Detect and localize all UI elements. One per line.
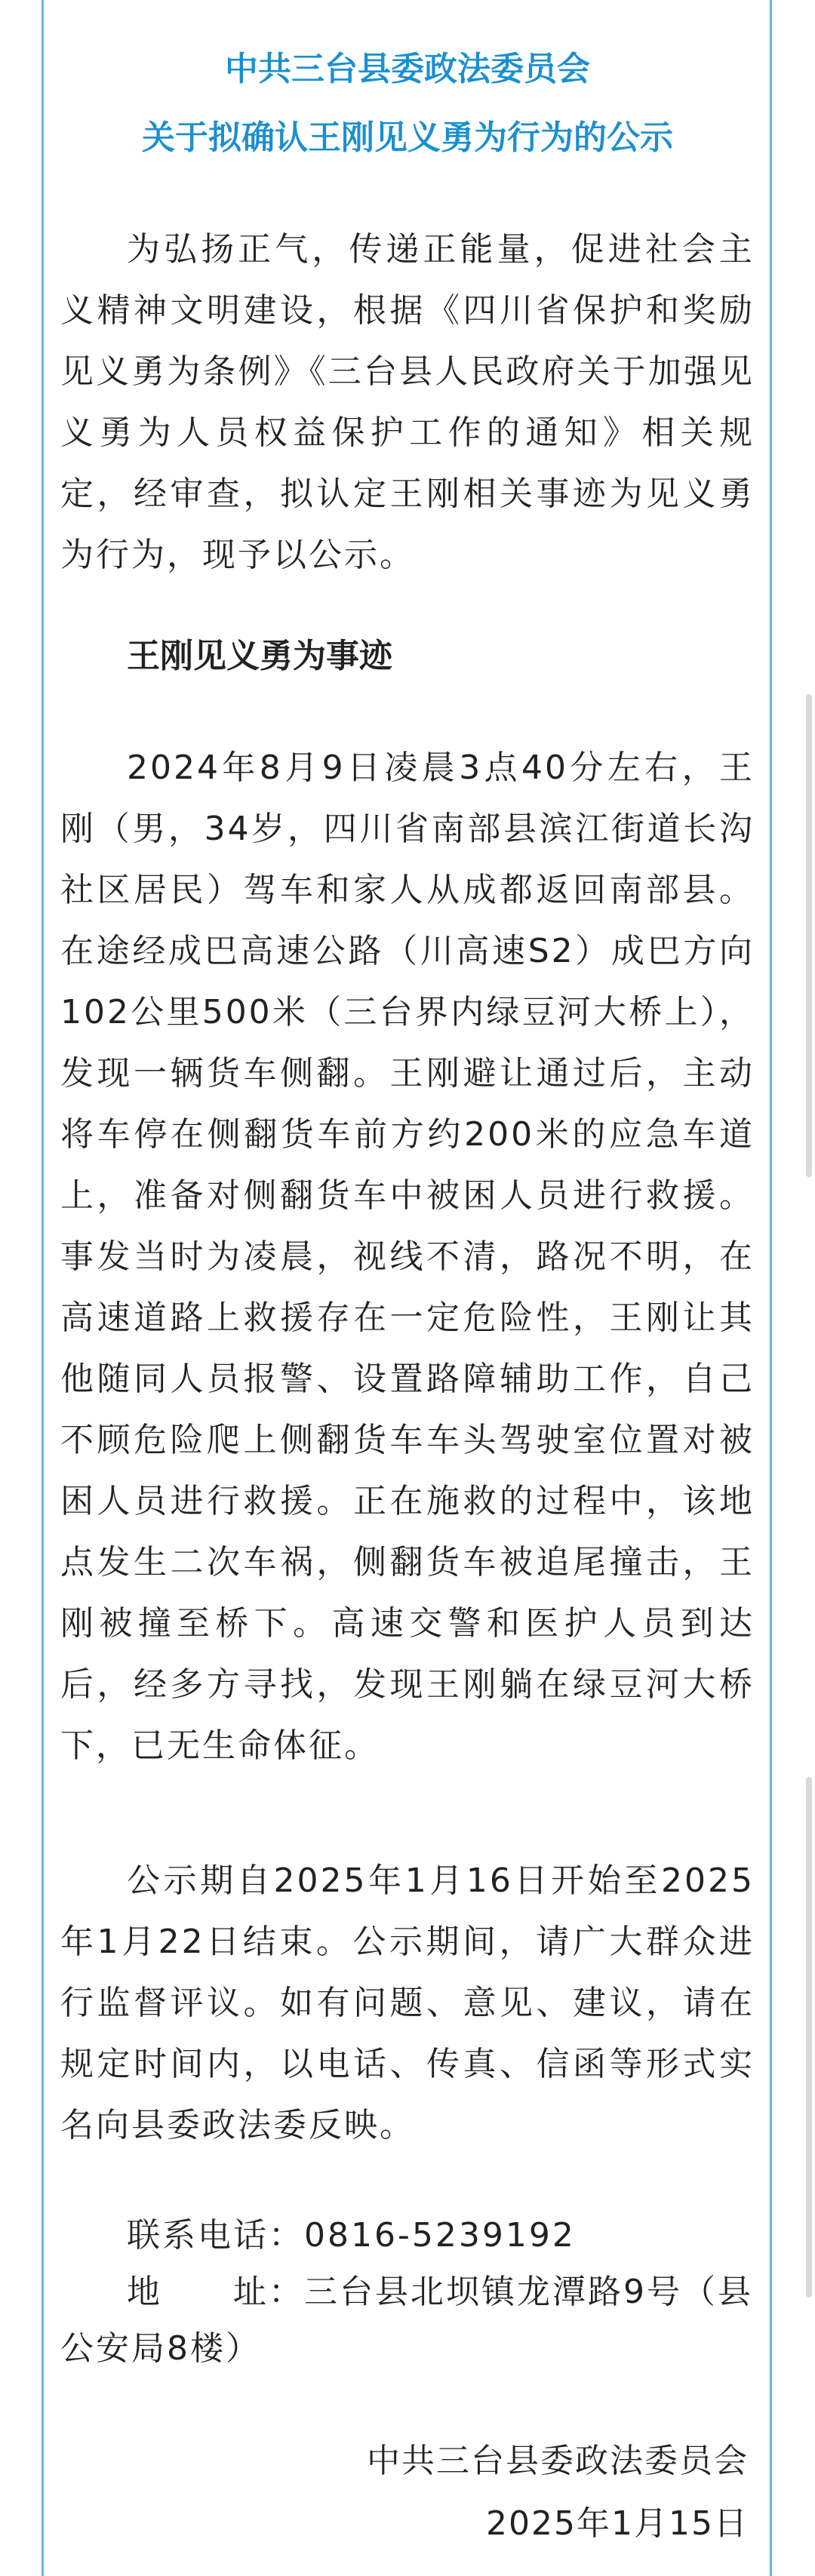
section-title: 王刚见义勇为事迹	[127, 637, 392, 675]
document-title-org: 中共三台县委政法委员会	[225, 50, 590, 88]
left-border-line	[42, 0, 44, 2576]
contact-address: 地 址：三台县北坝镇龙潭路9号（县公安局8楼）	[60, 2273, 753, 2368]
story-section	[60, 737, 755, 1776]
notice-paragraph: 公示期自2025年1月16日开始至2025年1月22日结束。公示期间，请广大群众进行监督评议。如有问题、意见、建议，请在规定时间内，以电话、传真、信函等形式实名向县委政法委反映。	[60, 1861, 755, 2144]
right-border-line	[770, 0, 772, 2576]
notice-section	[60, 1850, 755, 2156]
intro-paragraph: 为弘扬正气，传递正能量，促进社会主义精神文明建设，根据《四川省保护和奖励见义勇为条例》《三台县人民政府关于加强见义勇为人员权益保护工作的通知》相关规定，经审查，拟认定王刚相关事迹为见义勇为行为，现予以公示。	[60, 230, 755, 574]
signature-date: 2025年1月15日	[486, 2504, 749, 2543]
signature-org: 中共三台县委政法委员会	[367, 2442, 749, 2480]
intro-section	[60, 219, 755, 586]
story-paragraph: 2024年8月9日凌晨3点40分左右，王刚（男，34岁，四川省南部县滨江街道长沟社区居民）驾车和家人从成都返回南部县。在途经成巴高速公路（川高速S2）成巴方向102公里500米（三台界内绿豆河大桥上），发现一辆货车侧翻。王刚避让通过后，主动将车停在侧翻货车前方约200米的应急车道上，准备对侧翻货车中被困人员进行救援。事发当时为凌晨，视线不清，路况不明，在高速道路上救援存在一定危险性，王刚让其他随同人员报警、设置路障辅助工作，自己不顾危险爬上侧翻货车车头驾驶室位置对被困人员进行救援。正在施救的过程中，该地点发生二次车祸，侧翻货车被追尾撞击，王刚被撞至桥下。高速交警和医护人员到达后，经多方寻找，发现王刚躺在绿豆河大桥下，已无生命体征。	[60, 749, 755, 1765]
scroll-indicator-lower	[806, 1777, 812, 2298]
document-title-subject: 关于拟确认王刚见义勇为行为的公示	[142, 118, 673, 157]
scroll-indicator-upper	[806, 694, 812, 1177]
contact-phone: 联系电话：0816-5239192	[127, 2216, 576, 2255]
contact-section	[60, 2207, 755, 2377]
